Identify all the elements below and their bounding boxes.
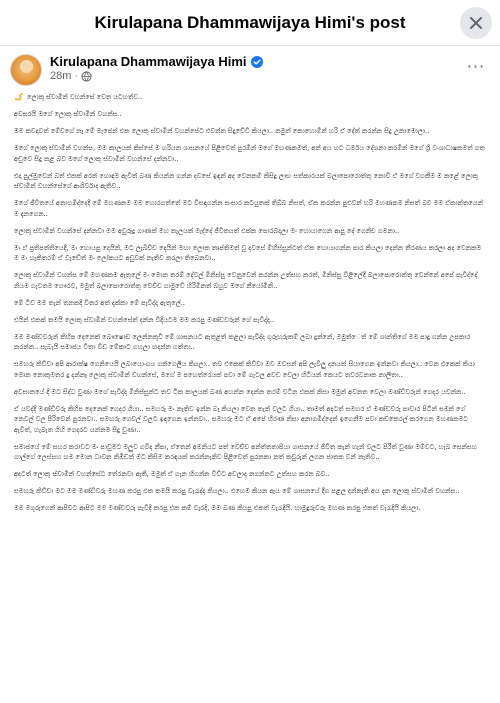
more-options-button[interactable]: ··· (466, 56, 486, 76)
post-paragraph (14, 92, 486, 103)
post-paragraph: සමහරු කිව්වා මට මම මණ්ඩිවරු මහණ කරපු එක තමයි කරපු වැරැද්ද කියලා.. එහෙම කියන ඇය මේ ශාසනයේ දීග පළල දන්නැති අය දැන ලොකු ස්වාමීන් වහන්ස.. (14, 487, 460, 495)
author-name[interactable]: Kirulapana Dhammawijaya Himi (50, 54, 247, 69)
separator-dot: · (74, 70, 79, 82)
post-timestamp[interactable]: 28m (50, 70, 72, 82)
post-paragraph: මං ඒ ප්‍රතිපත්තියෙදී, මං හොයපු දෙයින්, මට ලැබිච්ච දෙයින් මහා ලොක තෘප්තිමත් වූ දවසේ ම්හිස්සුන්ටත් ඒක හොයාගන්න පාර කියලා දෙන්න තීරණය කරලා අද වෙනකම ම මං හැකිතරම් ඒ වැඩේත් මං ලෝකයට අඩුවක් නැතිව කරලා තිබෙනවා.. (14, 243, 482, 262)
author-avatar[interactable] (10, 54, 42, 86)
post-paragraph-text: ලොකු ස්වාමීන් වහන්සේ වෙත යටහත්ව.. (27, 93, 143, 101)
close-icon (469, 16, 483, 30)
post-paragraph: මේ ටිව මම තැන් තනකදී වීතර අත් දැක්කා මේ පැවිද්ද ඇතුලේ.. (14, 298, 185, 307)
globe-icon (81, 71, 92, 82)
post-paragraph: අවසරයි මගේ ලොකු ස්වාමීන් වහන්ස.. (14, 110, 122, 118)
post-paragraph: එදා පුල්මුවෙන් බත් එකක් අරන් හොඳම ඇවිත් බණ කියන්න ගන්න දවසේ ඉඳන් අද වෙනකම් කිසිදු ලාභ සත්කාරයක් බලාපොරොත්තු නොවී ඒ මගේ වගකීම ම කළේ ලොකු ස්වාමීන් වහන්සේගේ ආශිර්වාද ඇතිව.. (14, 171, 479, 190)
post-paragraph: මම කවදාවත් මේවගේ නෑ මේ මැජෙන් එක ලොකු ස්වාමීන් වහන්සේට එවන්න සිදුවේවි කියලා.. නමුත් කොහොමින් හරි ඒ දේත් කරන්න සිදු උනාමොලා.. (14, 127, 430, 135)
post-paragraph: සමාජයේ මේ සහර කරාවට මං පාවුමට මලුව ගවීද නීපා, ඒතෙන් අමනියට පත් වෙච්ච අන්ත්තතාපියා ශාසනයේ ජීවිත කැන් හැන් වලට පිරීත් වුණා මම්වට, හැබ සෙන්සහ ගාල්ගේ ලෙස්සහ හම මොන ධාවන නිඹිඩන් මට කිසිම නරඳයක් කරන්නැනිව පිළිවෙත් පුරනකා නත් කවුරුන් ලගන ජාතක වන් නැතිව.. (14, 442, 477, 461)
post-time-row (50, 70, 263, 82)
post-meta (50, 54, 263, 82)
post-paragraph: ඒ යවද්දි මණ්ඩිවරු කිහිප දෙනෙක් ගෙදර ගියා.. සමහරු මං නැතිව ඉන්න බෑ කියලා වෙන තැන් වලට ගියා.. තාමත් අදටත් සමහර ඒ මණ්ඩවරු පාවාර පිටින් සමන් ගේ නෙවල් වල පිරිවෙන් පුරනවා.. සමහරු ගෙවල් වලට ඉඳගෙන ඉන්නවා.. සමහරු මට ඒ අපේ හීරණ නිසා අනාගමිද්දෙන් ඉගෙනීම පවා කඩකෙරල් කරගෙන මහණකමට ඇවිත්, හැබැත ගිහි ගෙදරට යන්නම සිදු වුණා.. (14, 404, 469, 434)
post-paragraph: මම මණ්ඩවරුන් කිහිප දෙනෙක් බෞෂොඩ ලෙන්නකුවී මේ ශාසනයට ඇතුළත් කළලා පැවිද්ද ගුරුහරුකම් ලබා දුන්නේ, මමුත්ෙත් මේ ශාන්තිගේ මම පාදු ගන්න උපකාර කරන්න.. සැබැයි සමාජය විතා විඩ මේකාට ගහලා හදන්න ගත්තා.. (14, 332, 471, 351)
post-body (0, 90, 500, 514)
post-paragraph: අවසානයේ දී මට සිද්ධ වුණා මගේ පැවිද්ද මිනිස්සුන්ට තව ටික කාලයක් බණ අහන්න දෙන්න තරම් වටින එකක් නිසා මමුන් අවනත වෙලා මණ්ඩිවරුන් ගෙදර යවන්න.. (14, 387, 466, 396)
post-paragraph: මගේ ජීවිතයේ අනාගමිද්දෙදී මේ මහණකම මම හොරගත්තේ මට විසඳගන්න සංසාර කටයුතක් තිබ්බ නිසත්, ඒක කරන්න පුළුවන් හරි මහණකම නිසත් බව මම ඒකාන්තයෙන් ම දැනගෙන.. (14, 199, 483, 218)
author-row (50, 54, 263, 69)
post-paragraph: මම මගුරුගෙන් ආපිවට ආපිට මම මණ්ඩවරු පැවිදි කරපු එක නම් වැරදි, මම බණ කියපු එකත් වැරැදියි. හාමුදුරුවරු මහණ කරපු එකත් වැරැදියි කියලා. (14, 504, 421, 512)
post-dialog-header (0, 0, 500, 46)
dialog-title: Kirulapana Dhammawijaya Himi's post (94, 12, 406, 32)
post-paragraph: ලොකු ස්වාමීන් වහන්ස මේ මහණකම ඇතුලේ මං මොන තරම් දේවල් මිනිස්සු වෙනුවෙන් කරන්න උත්සහ කරත්, මිනිස්සු විළිලේදී බලාපොරොත්තු වෙන්නේ අපේ පැවිද්දේ නියම ගැවතම ගෞරව, මමුත් බලාපොරොත්තු වෙච්ච ගාමුවේ හිරිමිනත් බහුව මගේ නීයෝමිනි.. (14, 271, 478, 290)
post-paragraph: ලොකු ස්වාමීන් වහන්සේ දන්නවා මම අවුරුදු ගාණක් මහ කැලයක් මැද්දේ ජීවිතයත් එක්ක පොරබදලා මං හොයාගෙන ආපු දේ ගෙනිච ගමනා.. (14, 226, 400, 235)
verified-badge-icon (251, 56, 263, 68)
pointing-hand-icon (14, 93, 23, 102)
post-paragraph: මගේ ලොකු ස්වාමීන් වහන්ස, මම කාලයක් කිස්සේ ම හරියන ශාසනයේ පිළිවෙත් පුරමින් මගේ මහණකමත්, අන් අය හට ධර්මය දේශනා කරමින් මගේ ශ්‍රී වංශාධාෂකමත් ගත අඩුවෙ සිදු කළ බව මගේ ලොකු ස්වාමීන් වහන්සේ දන්නවා.. (14, 144, 485, 163)
post-paragraph: අදටත් ලොකු ස්වාමීන් වහන්සේට තේරනවා ඇති, මමුත් ඒ ගැන හිගන්න විව්ට අවලාද නගන්නට උත්සහ කරන බව.. (14, 470, 330, 478)
post-paragraph: සමහරු කිව්වා අපි ආරාක්ෂ ගෙනියෙයි ලබායොංගය ගන්ගෙලිය කියලා.. තව එකෙක් කිව්වා ඔව ඔවසන් අපි ලැවිලු දනයක් සියාගෙන ඉන්නවා කියලා.. වෙන එකෙක් කියා මොන නොකුමතර දු දන්නෑ ලොකු ස්වාමීන් වහන්සේ, මගේ ම පහෙත්රෙයක් පවා මේ ගැටල අවඩ වෙලා හිටියන් කෙයට තවරවනාක නාලිතා.. (14, 360, 475, 379)
post-header (0, 46, 500, 90)
close-button[interactable] (460, 7, 492, 39)
post-paragraph: එයින් එකක් තමයි ලොකු ස්වාමීන් වහන්සේත් දන්න විදියටම මම කරපු මණ්ඩවරුන් ගේ පැවිද්ද.. (14, 315, 275, 324)
